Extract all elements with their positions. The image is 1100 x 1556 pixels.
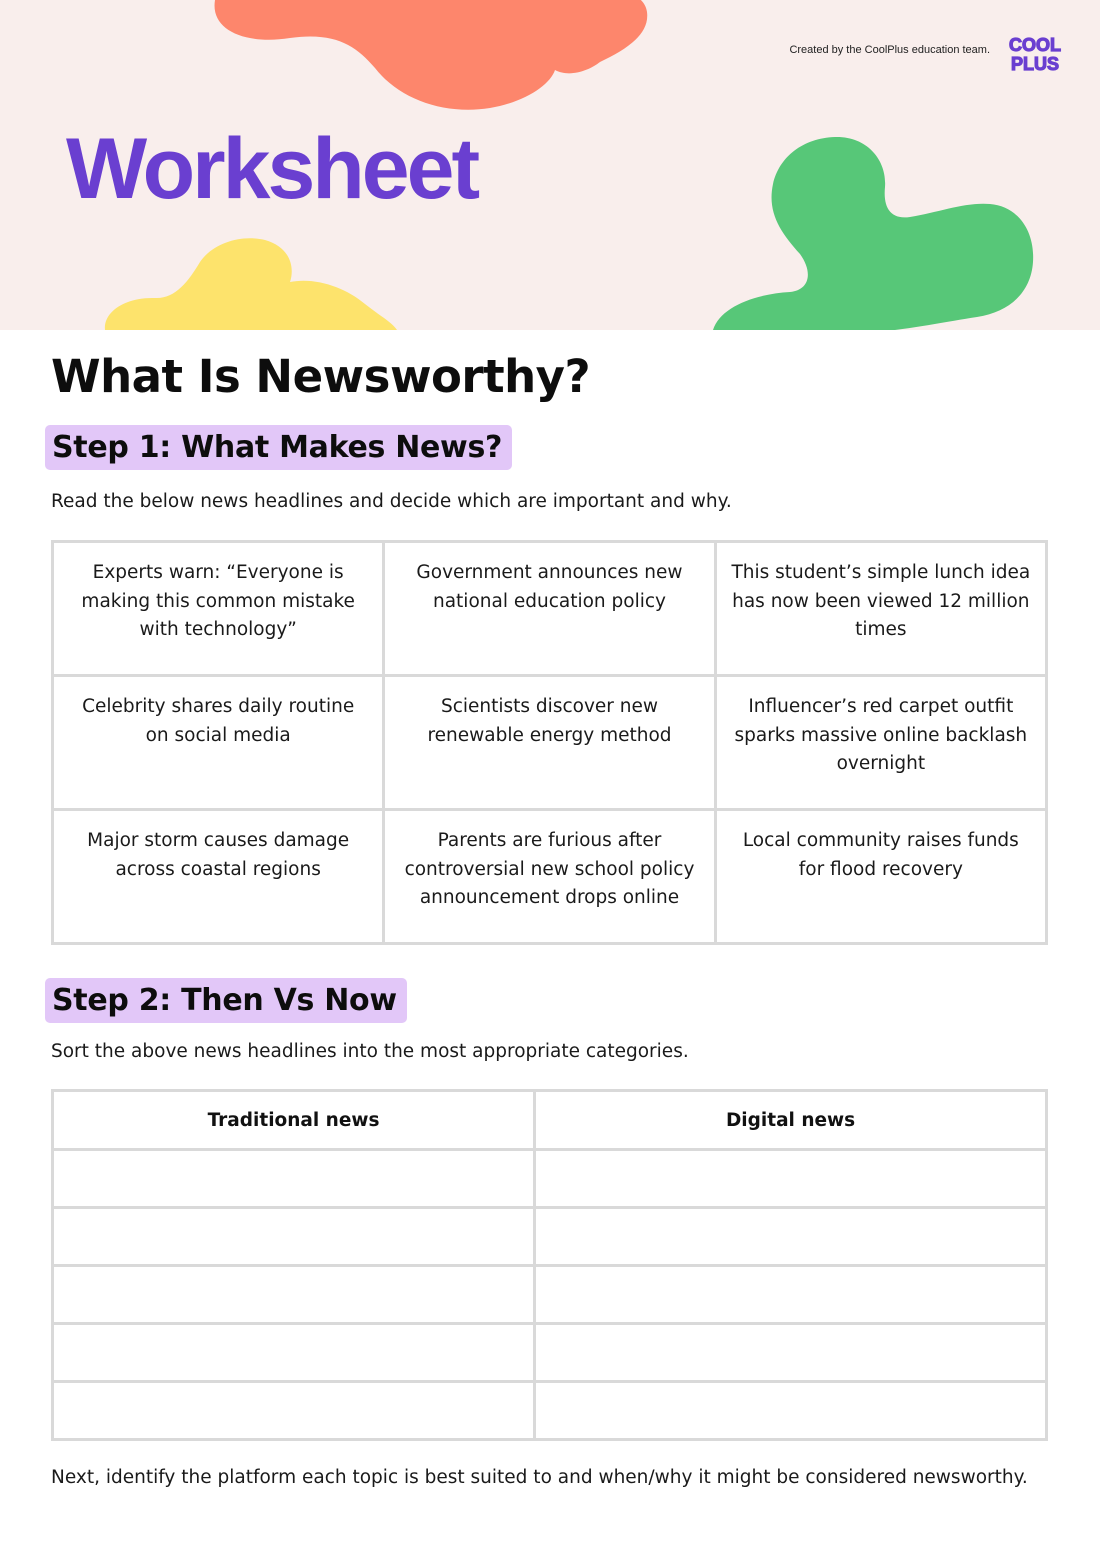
step1-heading: Step 1: What Makes News? bbox=[45, 425, 512, 470]
svg-text:PLUS: PLUS bbox=[1010, 54, 1060, 73]
table-row bbox=[53, 810, 1047, 944]
table-row bbox=[53, 1150, 1047, 1208]
footer-instructions: Next, identify the platform each topic is best suited to and when/why it might be considered newsworthy. bbox=[51, 1467, 1028, 1488]
headline-cell: Celebrity shares daily routine on social media bbox=[53, 676, 384, 810]
green-paint-blob bbox=[705, 132, 1040, 330]
headline-cell: Parents are furious after controversial new school policy announcement drops online bbox=[384, 810, 715, 944]
blank-cell[interactable] bbox=[53, 1324, 535, 1382]
table-row bbox=[53, 1208, 1047, 1266]
coolplus-logo bbox=[1004, 33, 1066, 73]
header-banner bbox=[0, 0, 1100, 330]
headline-cell: Influencer’s red carpet outfit sparks massive online backlash overnight bbox=[715, 676, 1046, 810]
table-row bbox=[53, 1382, 1047, 1440]
blank-cell[interactable] bbox=[53, 1382, 535, 1440]
blank-cell[interactable] bbox=[53, 1208, 535, 1266]
blank-cell[interactable] bbox=[535, 1266, 1047, 1324]
table-header-row bbox=[53, 1091, 1047, 1150]
headline-cell: This student’s simple lunch idea has now been viewed 12 million times bbox=[715, 542, 1046, 676]
step2-instructions: Sort the above news headlines into the most appropriate categories. bbox=[51, 1041, 689, 1062]
step2-heading: Step 2: Then Vs Now bbox=[45, 978, 407, 1023]
step1-instructions: Read the below news headlines and decide which are important and why. bbox=[51, 491, 732, 512]
column-header-traditional: Traditional news bbox=[53, 1091, 535, 1150]
headline-cell: Local community raises funds for flood recovery bbox=[715, 810, 1046, 944]
headlines-table bbox=[51, 540, 1048, 945]
page-title: What Is Newsworthy? bbox=[51, 350, 591, 403]
headline-cell: Experts warn: “Everyone is making this common mistake with technology” bbox=[53, 542, 384, 676]
blank-cell[interactable] bbox=[535, 1324, 1047, 1382]
blank-cell[interactable] bbox=[53, 1150, 535, 1208]
credit-text: Created by the CoolPlus education team. bbox=[789, 44, 990, 56]
svg-text:COOL: COOL bbox=[1009, 35, 1061, 55]
worksheet-title: Worksheet bbox=[66, 121, 478, 217]
table-row bbox=[53, 1324, 1047, 1382]
blank-cell[interactable] bbox=[535, 1382, 1047, 1440]
yellow-paint-blob bbox=[100, 232, 400, 330]
column-header-digital: Digital news bbox=[535, 1091, 1047, 1150]
headline-cell: Major storm causes damage across coastal regions bbox=[53, 810, 384, 944]
sort-table bbox=[51, 1089, 1048, 1441]
table-row bbox=[53, 1266, 1047, 1324]
blank-cell[interactable] bbox=[535, 1208, 1047, 1266]
blank-cell[interactable] bbox=[53, 1266, 535, 1324]
headline-cell: Government announces new national education policy bbox=[384, 542, 715, 676]
table-row bbox=[53, 676, 1047, 810]
blank-cell[interactable] bbox=[535, 1150, 1047, 1208]
orange-paint-blob bbox=[205, 0, 665, 125]
headline-cell: Scientists discover new renewable energy method bbox=[384, 676, 715, 810]
table-row bbox=[53, 542, 1047, 676]
